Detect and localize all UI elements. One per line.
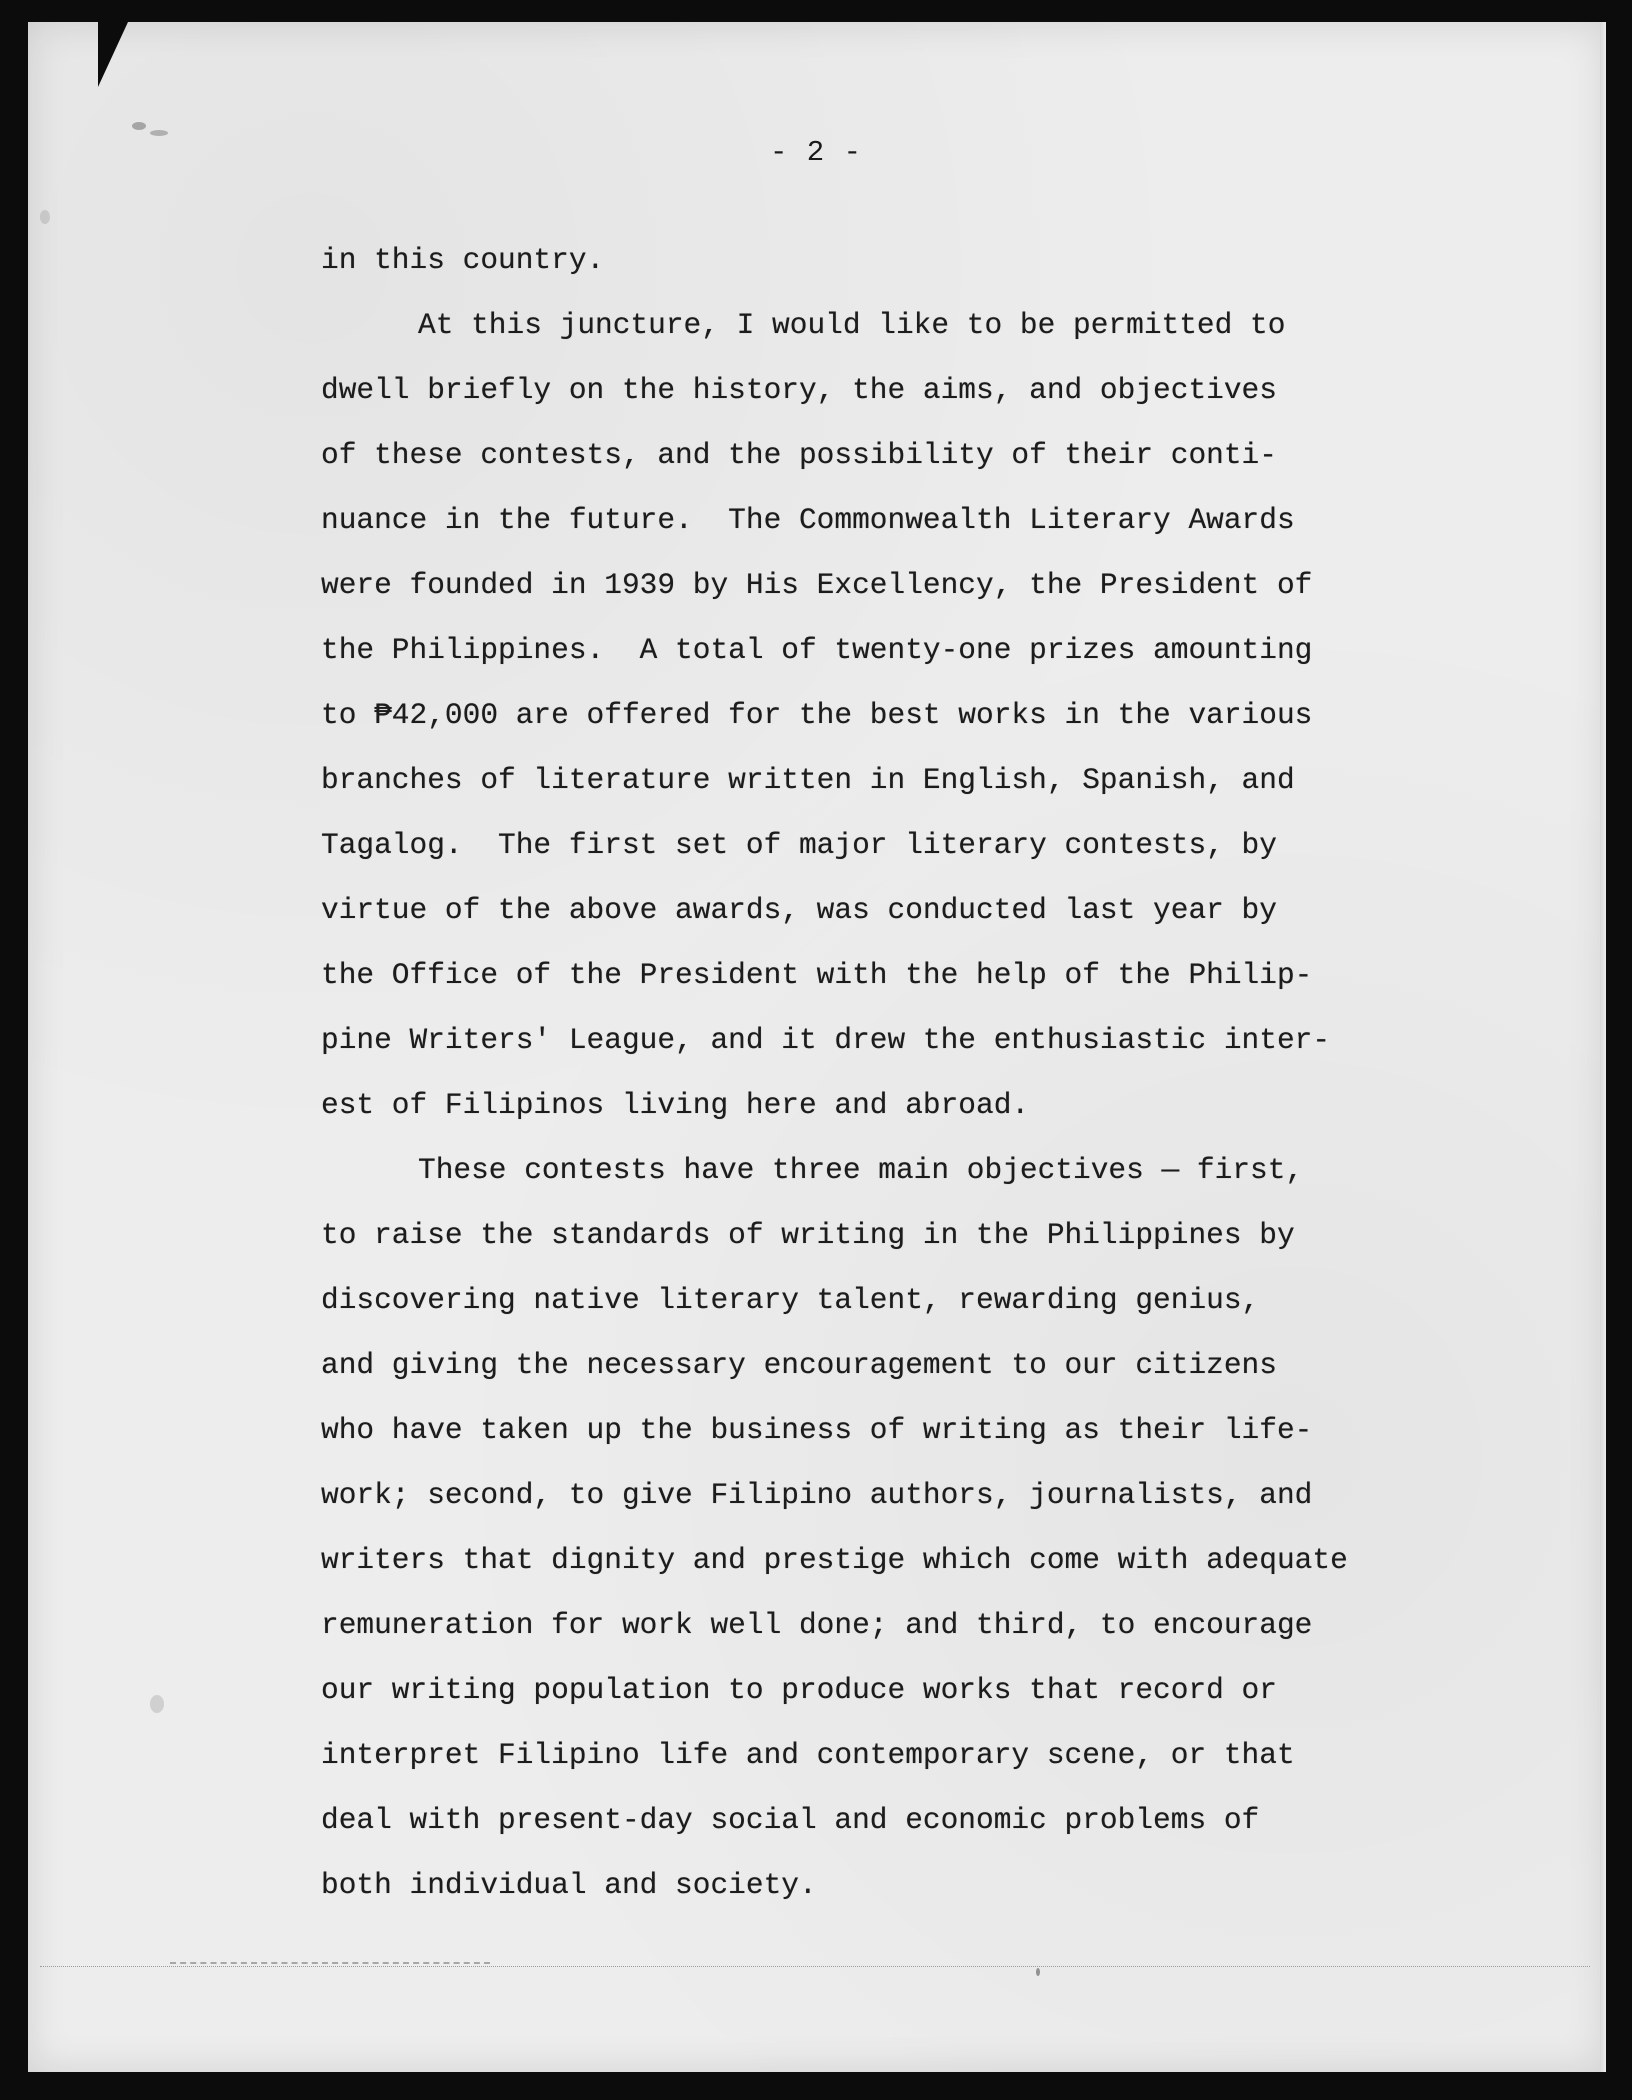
text-line: branches of literature written in English, Spanish, and — [321, 763, 1295, 797]
text-line: At this juncture, I would like to be permitted to — [418, 308, 1286, 342]
text-line: deal with present-day social and economic problems of — [321, 1803, 1260, 1837]
ink-speck — [40, 210, 50, 224]
page-edge — [1600, 22, 1606, 2072]
bottom-rule — [40, 1966, 1590, 1967]
ink-speck — [150, 1695, 164, 1713]
text-line: were founded in 1939 by His Excellency, the President of — [321, 568, 1313, 602]
text-line: our writing population to produce works that record or — [321, 1673, 1277, 1707]
text-line: pine Writers' League, and it drew the enthusiastic inter- — [321, 1023, 1331, 1057]
text-line: both individual and society. — [321, 1868, 817, 1902]
text-line: the Office of the President with the help of the Philip- — [321, 958, 1313, 992]
text-line: writers that dignity and prestige which come with adequate — [321, 1543, 1348, 1577]
text-line: to ₱42,000 are offered for the best works in the various — [321, 698, 1313, 732]
pencil-mark — [170, 1962, 490, 1966]
text-line: dwell briefly on the history, the aims, and objectives — [321, 373, 1277, 407]
text-line: in this country. — [321, 243, 605, 277]
text-line: discovering native literary talent, rewarding genius, — [321, 1283, 1260, 1317]
text-line: to raise the standards of writing in the Philippines by — [321, 1218, 1295, 1252]
text-line: Tagalog. The first set of major literary contests, by — [321, 828, 1277, 862]
text-line: of these contests, and the possibility of their conti- — [321, 438, 1277, 472]
text-line: est of Filipinos living here and abroad. — [321, 1088, 1030, 1122]
text-line: who have taken up the business of writing as their life- — [321, 1413, 1313, 1447]
text-line: and giving the necessary encouragement to our citizens — [321, 1348, 1277, 1382]
text-line: interpret Filipino life and contemporary scene, or that — [321, 1738, 1295, 1772]
page-number: - 2 - — [769, 136, 862, 169]
text-line: virtue of the above awards, was conducted last year by — [321, 893, 1277, 927]
text-line: the Philippines. A total of twenty-one prizes amounting — [321, 633, 1313, 667]
text-line: remuneration for work well done; and third, to encourage — [321, 1608, 1313, 1642]
torn-corner — [98, 22, 128, 87]
text-line: nuance in the future. The Commonwealth Literary Awards — [321, 503, 1295, 537]
text-line: work; second, to give Filipino authors, journalists, and — [321, 1478, 1313, 1512]
body-text — [321, 228, 1461, 1918]
ink-speck — [1036, 1968, 1040, 1976]
ink-speck — [132, 122, 146, 130]
text-line: These contests have three main objectives — first, — [418, 1153, 1304, 1187]
